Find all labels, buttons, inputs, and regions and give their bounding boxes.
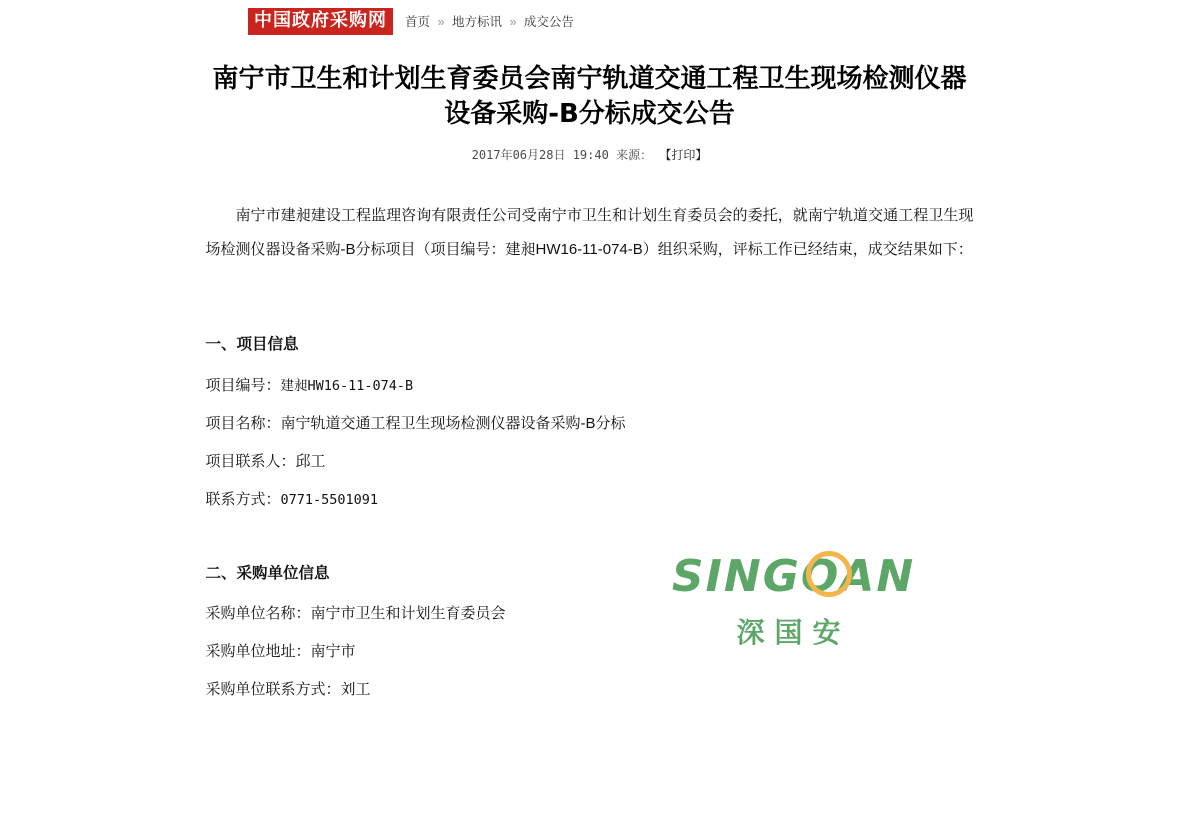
breadcrumb-item-home[interactable]: 首页 (405, 15, 431, 29)
title-block (202, 62, 977, 163)
field-label: 项目编号： (205, 376, 281, 394)
field-project-phone (206, 488, 974, 512)
print-button[interactable]: 【打印】 (659, 148, 708, 163)
field-value: 南宁轨道交通工程卫生现场检测仪器设备采购-B分标 (280, 414, 626, 432)
breadcrumb (405, 12, 574, 30)
site-logo[interactable]: 中国政府采购网 (248, 8, 393, 35)
field-project-number (206, 374, 974, 398)
field-label: 项目联系人： (205, 452, 296, 470)
field-value: 邱工 (295, 452, 326, 470)
source-label: 来源： (616, 148, 653, 163)
field-label: 项目名称： (205, 414, 281, 432)
intro-paragraph: 南宁市建昶建设工程监理咨询有限责任公司受南宁市卫生和计划生育委员会的委托，就南宁轨道交通工程卫生现场检测仪器设备采购-B分标项目（项目编号：建昶HW16-11-074-B）组织采购，评标工作已经结束，成交结果如下： (205, 207, 974, 258)
field-label: 采购单位名称： (205, 605, 311, 623)
field-value: 南宁市卫生和计划生育委员会 (310, 605, 506, 623)
field-project-name (206, 412, 974, 436)
field-project-contact (206, 450, 974, 474)
field-label: 联系方式： (205, 490, 281, 508)
breadcrumb-item-award-notice[interactable]: 成交公告 (523, 15, 574, 29)
watermark-sub-text: 深国安 (736, 616, 851, 650)
breadcrumb-separator: » (437, 15, 445, 29)
publish-datetime: 2017年06月28日 19:40 (471, 148, 609, 163)
page-title: 南宁市卫生和计划生育委员会南宁轨道交通工程卫生现场检测仪器设备采购-B分标成交公告 (212, 64, 967, 130)
document-body (206, 199, 974, 702)
breadcrumb-item-local-notices[interactable]: 地方标讯 (451, 15, 502, 29)
site-header (0, 0, 1179, 34)
field-label: 采购单位联系方式： (205, 681, 341, 699)
field-label: 采购单位地址： (205, 643, 311, 661)
section-heading-project-info: 一、项目信息 (205, 334, 299, 353)
document-meta (202, 146, 977, 163)
field-value: 0771-5501091 (280, 491, 379, 508)
section-heading-purchaser-info: 二、采购单位信息 (205, 563, 330, 582)
field-value: 南宁市 (310, 643, 356, 661)
watermark-main-text: SINGOAN (671, 551, 916, 603)
field-purchaser-contact (206, 678, 974, 702)
field-value: 建昶HW16-11-074-B (280, 377, 414, 394)
breadcrumb-separator: » (509, 15, 517, 29)
field-purchaser-name (206, 602, 974, 626)
field-purchaser-address (206, 640, 974, 664)
field-value: 刘工 (340, 681, 371, 699)
